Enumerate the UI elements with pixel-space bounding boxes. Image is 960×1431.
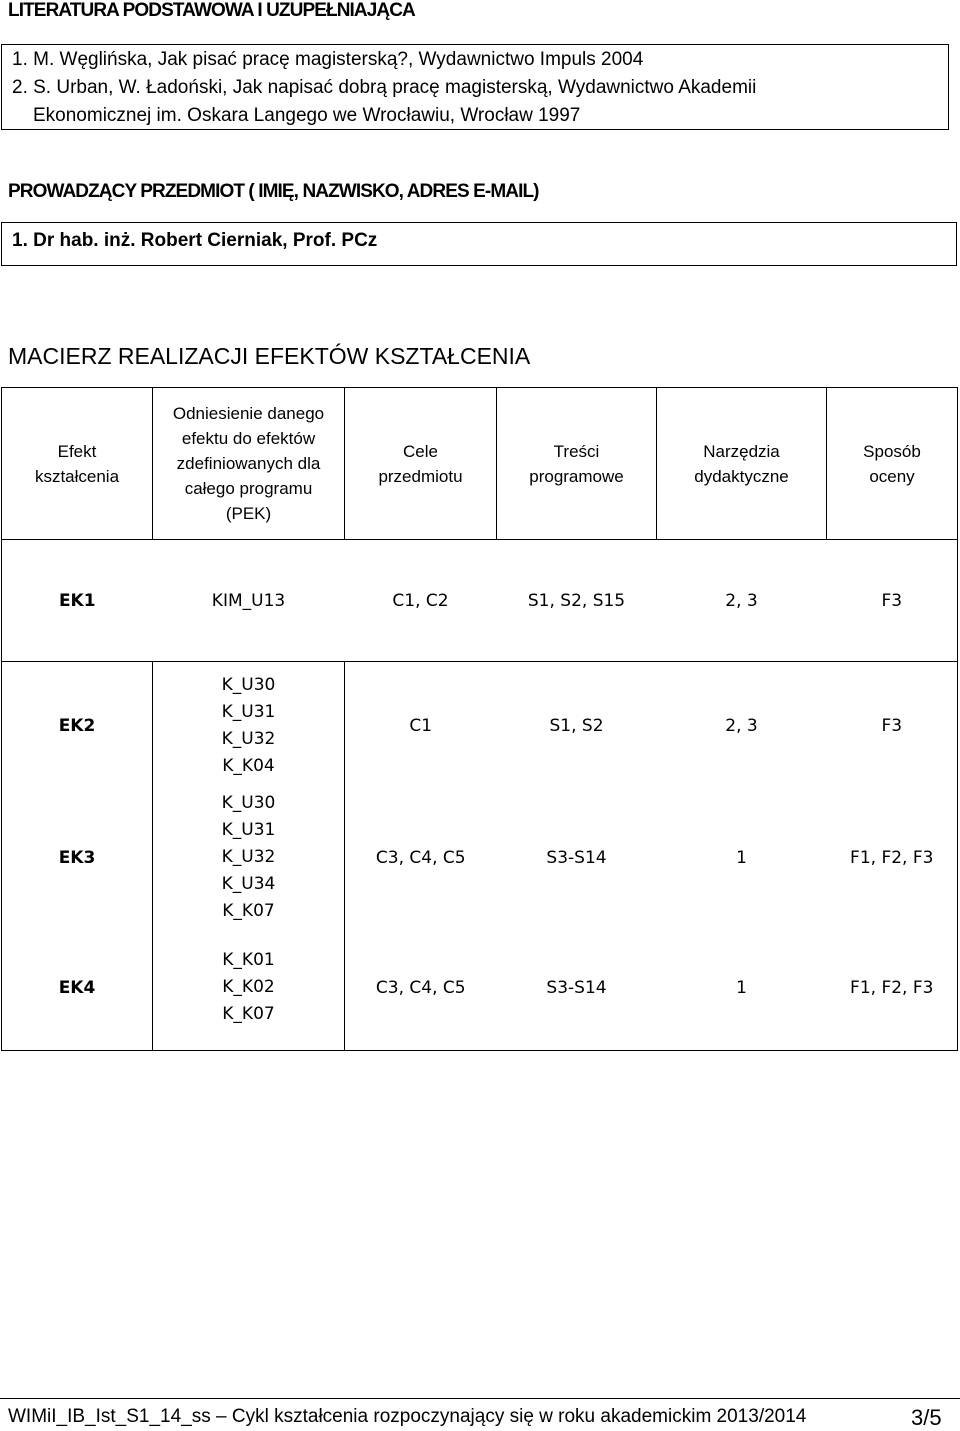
- page-number: 3/5: [911, 1405, 942, 1430]
- reference-code: K_K07: [222, 901, 275, 921]
- table-row: [2, 662, 958, 790]
- bibliography-item-2: 2. S. Urban, W. Ładoński, Jak napisać dobrą pracę magisterską, Wydawnictwo Akademii: [12, 77, 757, 98]
- effect-cell: EK4: [2, 926, 153, 1051]
- header-assessment-method: Sposób oceny: [827, 388, 958, 540]
- assessment-cell: F3: [827, 540, 958, 662]
- literature-heading: LITERATURA PODSTAWOWA I UZUPEŁNIAJĄCA: [8, 0, 415, 21]
- effect-cell: EK1: [2, 540, 153, 662]
- bibliography-item-2-continued: Ekonomicznej im. Oskara Langego we Wrocławiu, Wrocław 1997: [33, 105, 581, 126]
- assessment-cell: F1, F2, F3: [827, 790, 958, 926]
- reference-code: K_K02: [222, 977, 275, 998]
- footer-cycle-text: WIMiI_IB_Ist_S1_14_ss – Cykl kształcenia rozpoczynający się w roku akademickim 2013/2014: [8, 1406, 807, 1427]
- reference-code: K_U32: [221, 728, 276, 749]
- content-cell: S3-S14: [546, 847, 607, 868]
- table-row: [2, 790, 958, 926]
- reference-code: K_U32: [221, 847, 276, 867]
- bibliography-item-1: 1. M. Węglińska, Jak pisać pracę magisterską?, Wydawnictwo Impuls 2004: [12, 49, 644, 70]
- reference-code: K_K01: [222, 950, 275, 971]
- reference-code: K_K04: [222, 755, 275, 776]
- tools-cell: 2, 3: [725, 715, 758, 736]
- matrix-header-row: [2, 388, 958, 540]
- goals-cell: C1, C2: [345, 540, 497, 662]
- literature-box: [1, 44, 949, 130]
- reference-code: K_U31: [221, 701, 276, 722]
- table-row: [2, 926, 958, 1051]
- content-cell: S1, S2: [549, 715, 604, 736]
- reference-code: K_U34: [221, 874, 276, 894]
- matrix-title: MACIERZ REALIZACJI EFEKTÓW KSZTAŁCENIA: [8, 343, 531, 369]
- header-teaching-tools: Narzędzia dydaktyczne: [657, 388, 827, 540]
- content-cell: S3-S14: [497, 926, 657, 1051]
- lecturer-box: [1, 222, 957, 266]
- tools-cell: 1: [657, 926, 827, 1051]
- assessment-cell: F1, F2, F3: [827, 926, 958, 1051]
- lecturer-heading: PROWADZĄCY PRZEDMIOT ( IMIĘ, NAZWISKO, ADRES E-MAIL): [8, 181, 539, 202]
- reference-code: K_U31: [221, 820, 276, 840]
- footer-rule: [0, 1398, 960, 1399]
- tools-cell: 1: [736, 847, 747, 868]
- goals-cell: C3, C4, C5: [375, 847, 466, 868]
- header-program-content: Treści programowe: [497, 388, 657, 540]
- reference-cell: [153, 790, 345, 926]
- content-cell: S1, S2, S15: [497, 540, 657, 662]
- reference-cell: [153, 662, 345, 790]
- reference-code: K_U30: [221, 793, 276, 813]
- goals-cell: C3, C4, C5: [345, 926, 497, 1051]
- effects-matrix-table: [1, 387, 958, 1051]
- table-row: [2, 540, 958, 662]
- header-program-reference: Odniesienie danego efektu do efektów zdefiniowanych dla całego programu (PEK): [153, 388, 345, 540]
- reference-cell: KIM_U13: [153, 540, 345, 662]
- lecturer-name: 1. Dr hab. inż. Robert Cierniak, Prof. PCz: [12, 230, 378, 251]
- assessment-cell: F3: [827, 662, 958, 790]
- goals-cell: C1: [409, 715, 433, 736]
- reference-code: K_K07: [222, 1004, 275, 1025]
- reference-cell: [153, 926, 345, 1051]
- header-course-goals: Cele przedmiotu: [345, 388, 497, 540]
- effect-cell: EK2: [2, 662, 153, 790]
- header-effect: Efekt kształcenia: [2, 388, 153, 540]
- tools-cell: 2, 3: [657, 540, 827, 662]
- reference-code: K_U30: [221, 674, 276, 695]
- effect-cell: EK3: [2, 790, 153, 926]
